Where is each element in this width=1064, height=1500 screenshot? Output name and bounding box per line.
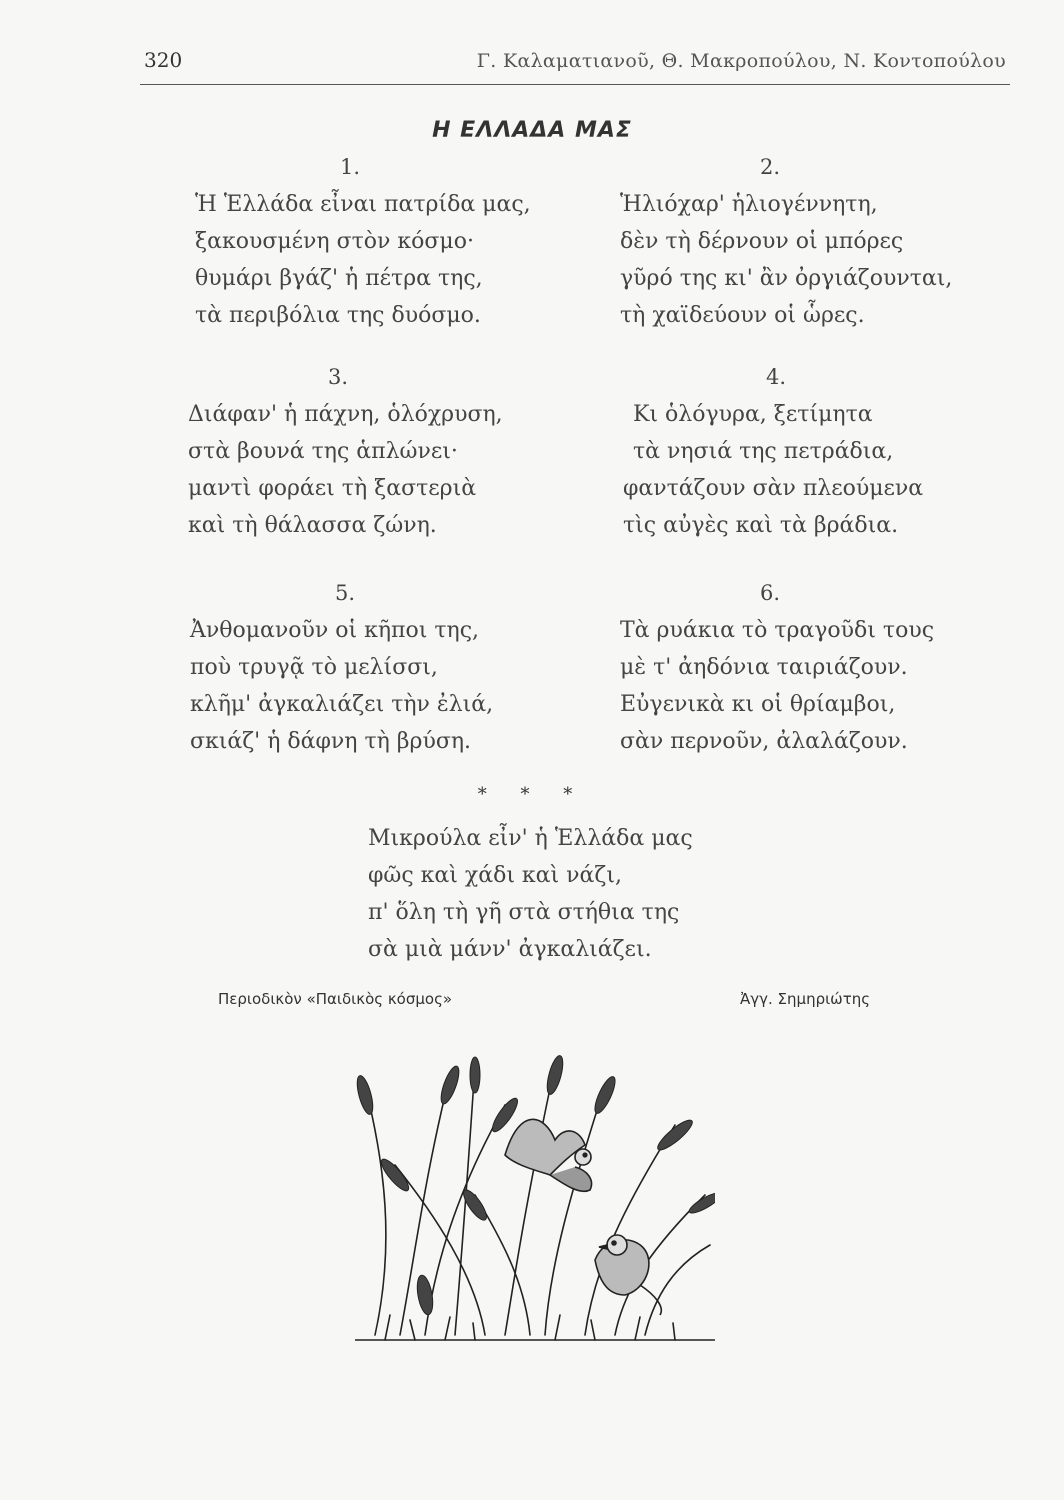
section-separator: * * * <box>477 784 587 805</box>
stanza-4 <box>623 362 1023 544</box>
stanza-line: Μικρούλα εἶν' ἡ Ἑλλάδα μας <box>368 826 693 851</box>
running-head: Γ. Καλαματιανοῦ, Θ. Μακροπούλου, Ν. Κοντοπούλου <box>476 50 1006 72</box>
poem-title: Η ΕΛΛΑΔΑ ΜΑΣ <box>432 118 632 143</box>
stanza-1 <box>195 152 595 334</box>
stanza-line: γῦρό της κι' ἂν ὀργιάζουνται, <box>620 266 953 291</box>
stanza-line: φῶς καὶ χάδι καὶ νάζι, <box>368 863 622 888</box>
wheat-and-birds-illustration <box>355 1045 715 1345</box>
stanza-number: 6. <box>760 581 781 605</box>
stanza-line: τὶς αὐγὲς καὶ τὰ βράδια. <box>623 513 899 538</box>
stanza-6 <box>620 578 1020 760</box>
final-stanza <box>368 820 693 968</box>
stanza-line: μαντὶ φοράει τὴ ξαστεριὰ <box>188 476 477 501</box>
stanza-number: 2. <box>760 155 781 179</box>
stanza-2 <box>620 152 1020 334</box>
stanza-line: τὰ περιβόλια της δυόσμο. <box>195 303 481 328</box>
stanza-3 <box>188 362 588 544</box>
stanza-number: 3. <box>328 365 349 389</box>
stanza-5 <box>190 578 590 760</box>
stanza-line: τὴ χαϊδεύουν οἱ ὧρες. <box>620 303 865 328</box>
stanza-line: καὶ τὴ θάλασσα ζώνη. <box>188 513 437 538</box>
stanza-line: Κι ὁλόγυρα, ξετίμητα <box>633 402 873 427</box>
stanza-line: σκιάζ' ἡ δάφνη τὴ βρύση. <box>190 729 472 754</box>
stanza-line: δὲν τὴ δέρνουν οἱ μπόρες <box>620 229 904 254</box>
stanza-line: Ἀνθομανοῦν οἱ κῆποι της, <box>190 618 480 643</box>
page-number: 320 <box>144 48 183 72</box>
stanza-line: φαντάζουν σὰν πλεούμενα <box>623 476 924 501</box>
stanza-line: μὲ τ' ἀηδόνια ταιριάζουν. <box>620 655 908 680</box>
stanza-line: τὰ νησιά της πετράδια, <box>633 439 894 464</box>
stanza-line: σὰ μιὰ μάνν' ἀγκαλιάζει. <box>368 937 652 962</box>
stanza-number: 4. <box>766 365 787 389</box>
stanza-line: Ἡλιόχαρ' ἡλιογέννητη, <box>620 192 878 217</box>
stanza-line: θυμάρι βγάζ' ἡ πέτρα της, <box>195 266 483 291</box>
source-citation: Περιοδικὸν «Παιδικὸς κόσμος» <box>218 990 453 1008</box>
stanza-line: Τὰ ρυάκια τὸ τραγοῦδι τους <box>620 618 935 643</box>
stanza-line: Ἡ Ἑλλάδα εἶναι πατρίδα μας, <box>195 192 531 217</box>
stanza-number: 1. <box>340 155 361 179</box>
stanza-line: ποὺ τρυγᾷ τὸ μελίσσι, <box>190 655 438 680</box>
stanza-line: κλῆμ' ἀγκαλιάζει τὴν ἐλιά, <box>190 692 494 717</box>
stanza-line: Διάφαν' ἡ πάχνη, ὁλόχρυση, <box>188 402 503 427</box>
stanza-line: Εὐγενικὰ κι οἱ θρίαμβοι, <box>620 692 896 717</box>
stanza-line: π' ὅλη τὴ γῆ στὰ στήθια της <box>368 900 680 925</box>
author-name: Ἀγγ. Σημηριώτης <box>740 990 871 1008</box>
page-header <box>140 44 1010 85</box>
stanza-line: σὰν περνοῦν, ἀλαλάζουν. <box>620 729 908 754</box>
stanza-line: ξακουσμένη στὸν κόσμο· <box>195 229 474 254</box>
stanza-line: στὰ βουνά της ἁπλώνει· <box>188 439 458 464</box>
stanza-number: 5. <box>335 581 356 605</box>
